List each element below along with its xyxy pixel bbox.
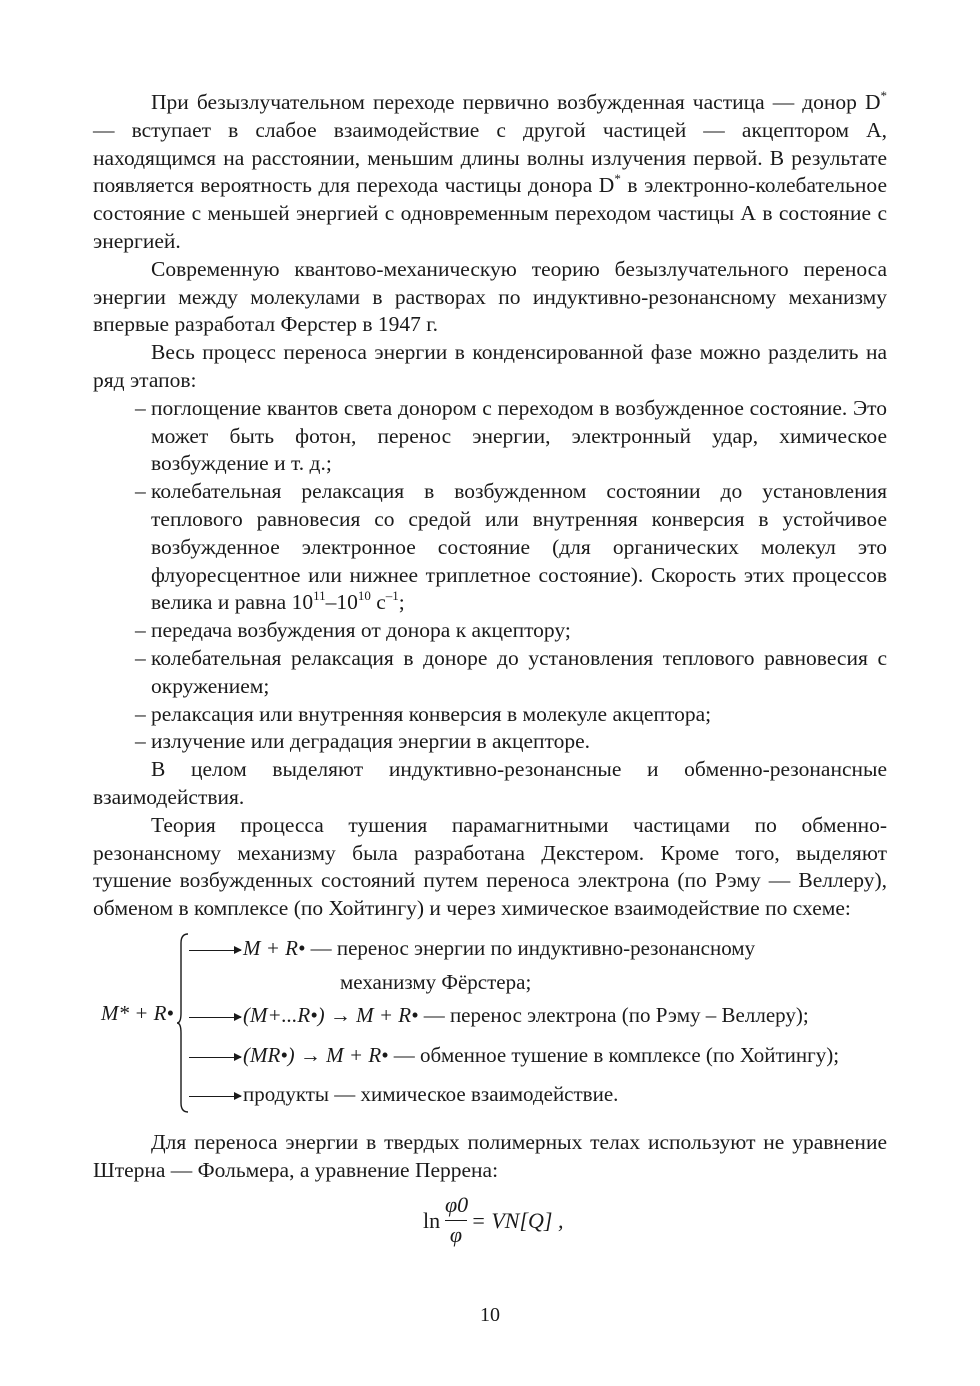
- p1-part-b: — вступает в слабое взаимодействие с другой частицей — акцептором А, находящимся на расстоянии, меньшим длины волны излучения первой. В результате появляется вероятность для перехода частицы донора D: [93, 117, 887, 198]
- paragraph-1: [93, 89, 887, 256]
- row2-text: — перенос электрона (по Рэму – Веллеру);: [418, 1002, 809, 1027]
- formula-fraction: [445, 1193, 467, 1247]
- item2-text: колебательная релаксация в возбужденном состоянии до установления теплового равновесия со средой или внутренняя конверсия в устойчивое возбужденное электронное состояние (для органических молекул это флуоресцентное или нижнее триплетное состояние). Скорость этих процессов велика и равна 10: [151, 479, 887, 615]
- item2-sup-1: 11: [313, 588, 326, 604]
- row1-formula: M + R•: [243, 935, 306, 960]
- list-item: – излучение или деградация энергии в акцепторе.: [151, 728, 887, 756]
- list-item: [151, 478, 887, 617]
- left-brace-icon: [177, 933, 189, 1113]
- formula-numerator: φ0: [445, 1191, 469, 1217]
- row1-text: — перенос энергии по индуктивно-резонансному: [305, 935, 756, 960]
- formula-ln: ln: [423, 1207, 441, 1233]
- item2-end: ;: [398, 590, 405, 615]
- list-item: – релаксация или внутренняя конверсия в молекуле акцептора;: [151, 701, 887, 729]
- item2-mid: –10: [325, 590, 358, 615]
- paragraph-6: Для переноса энергии в твердых полимерных телах используют не уравнение Штерна — Фольмера, а уравнение Перрена:: [93, 1129, 887, 1182]
- paragraph-3: Весь процесс переноса энергии в конденсированной фазе можно разделить на ряд этапов:: [93, 340, 887, 392]
- item2-sup-2: 10: [357, 588, 371, 604]
- fraction-bar: [445, 1220, 467, 1221]
- item2-sup-3: –1: [385, 588, 399, 604]
- reaction-scheme: [93, 931, 887, 1123]
- row1-continued-text: механизму Фёрстера;: [340, 969, 532, 994]
- body-text: [93, 89, 887, 1259]
- item2-unit: с: [370, 590, 386, 615]
- paragraph-5: Теория процесса тушения парамагнитными частицами по обменно-резонансному механизму была разработана Декстером. Кроме того, выделяют тушение возбужденных состояний путем переноса электрона (по Рэму — Веллеру), обменом в комплексе (по Хойтингу) и через химическое взаимодействие по схеме:: [93, 812, 887, 921]
- page-number: 10: [480, 1304, 500, 1326]
- scheme-row-1: [189, 935, 755, 963]
- paragraph-2: Современную квантово-механическую теорию безызлучательного переноса энергии между молекулами в растворах по индуктивно-резонансному механизму впервые разработал Ферстер в 1947 г.: [93, 256, 887, 337]
- row3-formula: (MR•) → M + R•: [243, 1042, 389, 1067]
- formula-denominator: φ: [449, 1221, 463, 1247]
- scheme-row-2: [189, 1002, 809, 1030]
- arrow-icon: [189, 950, 241, 951]
- list-item: – колебательная релаксация в доноре до установления теплового равновесия с окружением;: [151, 645, 887, 701]
- arrow-icon: [189, 1057, 241, 1058]
- p1-superscript-2: *: [614, 171, 621, 187]
- scheme-lhs: M* + R•: [101, 1000, 174, 1025]
- scheme-row-1-continued: [340, 969, 531, 997]
- arrow-icon: [189, 1096, 241, 1097]
- scheme-row-4: [189, 1081, 618, 1109]
- perrin-equation: [93, 1193, 887, 1259]
- row4-text: продукты — химическое взаимодействие.: [243, 1081, 619, 1106]
- list-item: – поглощение квантов света донором с переходом в возбужденное состояние. Это может быть фотон, перенос энергии, электронный удар, химическое возбуждение и т. д.;: [151, 395, 887, 478]
- row2-formula: (M+...R•) → M + R•: [243, 1002, 419, 1027]
- formula-rhs: = VN[Q] ,: [471, 1207, 564, 1233]
- stages-list: [93, 395, 887, 756]
- row3-text: — обменное тушение в комплексе (по Хойтингу);: [388, 1042, 840, 1067]
- paragraph-4: В целом выделяют индуктивно-резонансные и обменно-резонансные взаимодействия.: [93, 757, 887, 809]
- p1-superscript: *: [880, 87, 887, 103]
- p1-part-a: При безызлучательном переходе первично возбужденная частица — донор D: [151, 90, 881, 114]
- arrow-icon: [189, 1017, 241, 1018]
- p1-part-c: в электронно-колебательное состояние с меньшей энергией с одновременным переходом частицы А в состояние с энергией.: [93, 173, 887, 253]
- scheme-row-3: [189, 1042, 839, 1070]
- list-item: – передача возбуждения от донора к акцептору;: [151, 617, 887, 645]
